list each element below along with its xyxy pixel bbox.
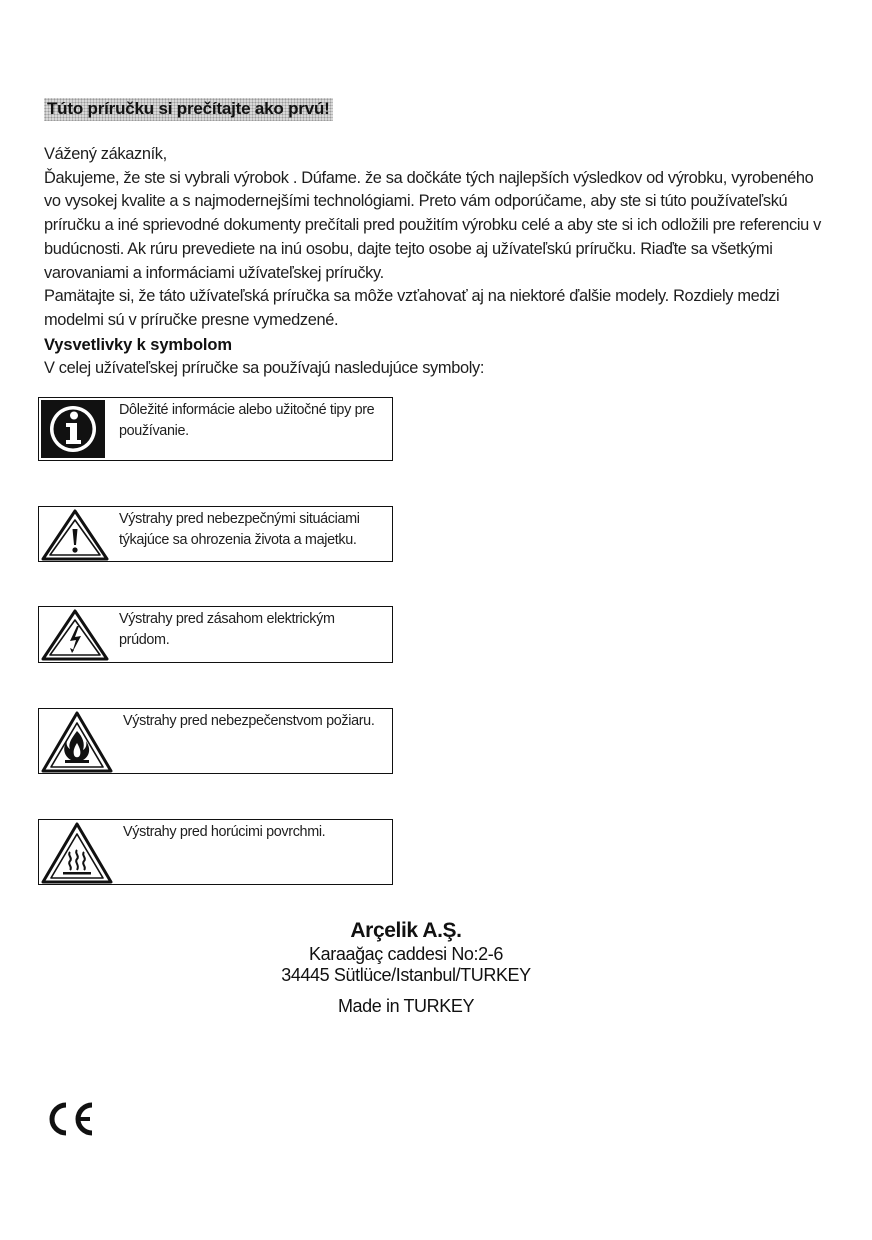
warning-icon — [41, 509, 109, 561]
symbol-text-warning: Výstrahy pred nebezpečnými situáciami týkajúce sa ohrozenia života a majetku. — [119, 511, 360, 548]
salutation: Vážený zákazník, — [44, 145, 167, 163]
symbol-box-hot-surface — [38, 819, 393, 885]
made-in: Made in TURKEY — [337, 996, 475, 1016]
symbols-section-intro: V celej užívateľskej príručke sa používajú nasledujúce symboly: — [44, 359, 485, 377]
electric-shock-icon — [41, 609, 109, 661]
symbol-box-info — [38, 397, 393, 461]
symbol-box-warning — [38, 506, 393, 562]
intro-paragraph-1: Ďakujeme, že ste si vybrali výrobok . Dúfame. že sa dočkáte tých najlepších výsledkov od výrobku, vyrobeného vo vysokej kvalite a s najmodernejšími technológiami. Preto vám odporúčame, aby ste si túto používateľskú príručku a iné sprievodné dokumenty prečítali pred použitím výrobku celé a aby ste si ich odložili pre referenciu v budúcnosti. Ak rúru prevediete na inú osobu, dajte tejto osobe aj užívateľskú príručku. Riaďte sa všetkými varovaniami a informáciami užívateľskej príručky. — [44, 168, 821, 282]
symbols-section-title: Vysvetlivky k symbolom — [44, 336, 232, 354]
symbol-text-electric: Výstrahy pred zásahom elektrickým prúdom. — [119, 611, 335, 648]
symbol-box-fire — [38, 708, 393, 774]
intro-paragraph-2: Pamätajte si, že táto užívateľská príručka sa môže vzťahovať aj na niektoré ďalšie modely. Rozdiely medzi modelmi sú v príručke presne vymedzené. — [44, 287, 780, 329]
address-street: Karaağaç caddesi No:2-6 — [309, 944, 503, 964]
manufacturer-address — [230, 918, 582, 1017]
symbol-text-hot-surface: Výstrahy pred horúcimi povrchmi. — [123, 824, 326, 840]
symbol-text-info: Dôležité informácie alebo užitočné tipy pre používanie. — [119, 402, 375, 439]
symbol-box-electric — [38, 606, 393, 663]
fire-hazard-icon — [41, 711, 113, 773]
hot-surface-icon — [41, 822, 113, 884]
ce-mark-icon — [44, 1101, 98, 1137]
page-title: Túto príručku si prečítajte ako prvú! — [44, 98, 333, 121]
address-city: 34445 Sütlüce/Istanbul/TURKEY — [281, 965, 531, 985]
info-icon — [41, 400, 105, 458]
company-name: Arçelik A.Ş. — [350, 919, 462, 942]
intro-text — [44, 143, 834, 333]
symbol-text-fire: Výstrahy pred nebezpečenstvom požiaru. — [123, 713, 375, 729]
